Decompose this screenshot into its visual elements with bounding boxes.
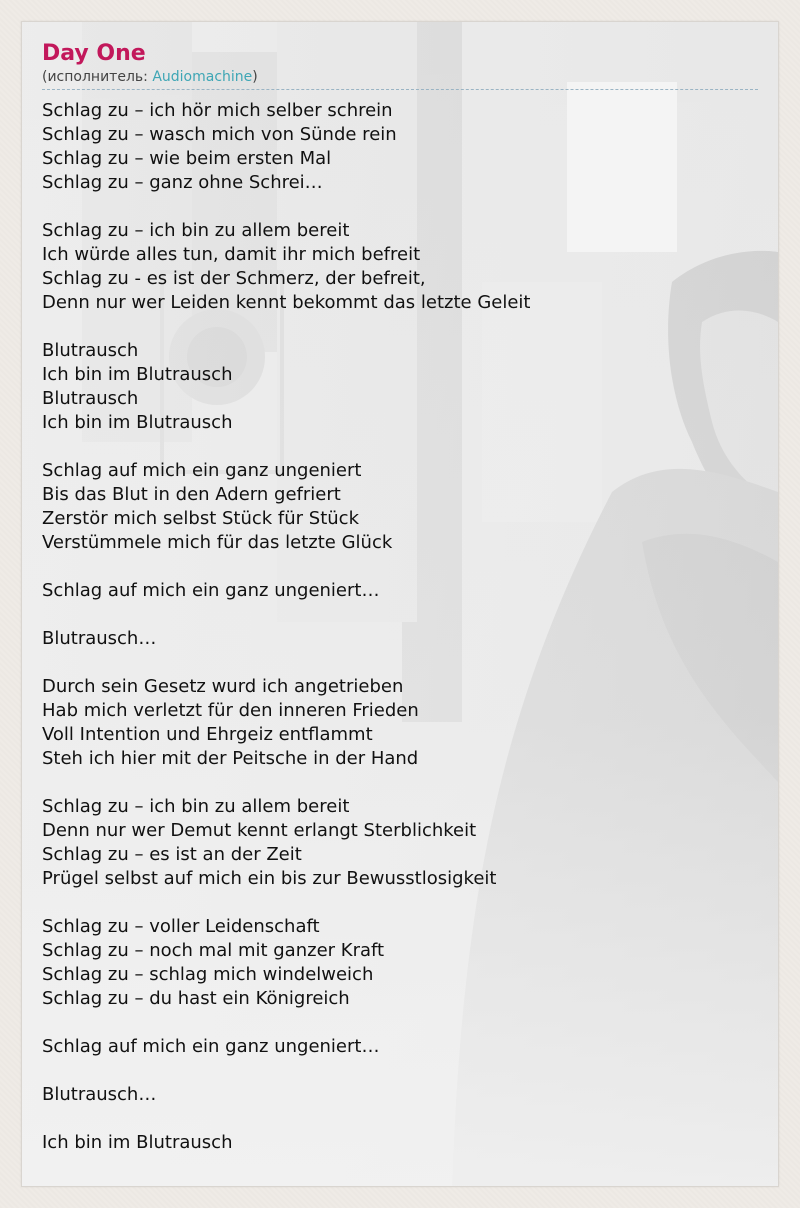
lyric-line: Ich bin im Blutrausch <box>42 1132 233 1153</box>
lyric-line: Schlag zu – ich hör mich selber schrein <box>42 100 393 121</box>
lyric-line: Schlag zu - es ist der Schmerz, der befreit, <box>42 268 426 289</box>
lyric-line: Schlag zu – schlag mich windelweich <box>42 964 374 985</box>
lyric-line: Schlag zu – wasch mich von Sünde rein <box>42 124 397 145</box>
lyric-line <box>42 435 758 459</box>
lyric-line: Verstümmele mich für das letzte Glück <box>42 532 393 553</box>
lyric-line: Schlag zu – ganz ohne Schrei… <box>42 172 323 193</box>
lyric-line <box>42 1011 758 1035</box>
lyric-line: Schlag zu – voller Leidenschaft <box>42 916 320 937</box>
lyric-line: Steh ich hier mit der Peitsche in der Hand <box>42 748 419 769</box>
lyric-line <box>42 1107 758 1131</box>
lyric-line: Durch sein Gesetz wurd ich angetrieben <box>42 676 404 697</box>
lyric-line <box>42 1059 758 1083</box>
lyric-line <box>42 651 758 675</box>
lyric-line: Blutrausch… <box>42 1084 157 1105</box>
lyric-line: Schlag zu – wie beim ersten Mal <box>42 148 332 169</box>
lyric-line: Ich bin im Blutrausch <box>42 364 233 385</box>
lyric-line: Ich würde alles tun, damit ihr mich befreit <box>42 244 421 265</box>
performer-link[interactable]: Audiomachine <box>152 69 253 85</box>
song-content <box>42 40 758 1155</box>
lyric-line <box>42 891 758 915</box>
lyrics-body <box>42 99 758 1155</box>
lyric-line: Denn nur wer Demut kennt erlangt Sterblichkeit <box>42 820 477 841</box>
performer-prefix: (исполнитель: <box>42 69 153 85</box>
lyric-line: Voll Intention und Ehrgeiz entflammt <box>42 724 373 745</box>
lyric-line: Prügel selbst auf mich ein bis zur Bewusstlosigkeit <box>42 868 497 889</box>
lyric-line: Ich bin im Blutrausch <box>42 412 233 433</box>
lyric-line: Denn nur wer Leiden kennt bekommt das letzte Geleit <box>42 292 531 313</box>
performer-suffix: ) <box>252 69 258 85</box>
title-divider <box>42 89 758 90</box>
lyric-line <box>42 195 758 219</box>
lyrics-card <box>21 21 779 1187</box>
lyric-line: Schlag zu – ich bin zu allem bereit <box>42 796 350 817</box>
lyric-line: Schlag zu – ich bin zu allem bereit <box>42 220 350 241</box>
lyric-line <box>42 771 758 795</box>
lyric-line: Blutrausch <box>42 388 139 409</box>
lyric-line: Schlag auf mich ein ganz ungeniert… <box>42 1036 380 1057</box>
lyric-line <box>42 555 758 579</box>
lyric-line: Hab mich verletzt für den inneren Frieden <box>42 700 419 721</box>
lyric-line <box>42 315 758 339</box>
lyric-line: Blutrausch… <box>42 628 157 649</box>
lyric-line: Blutrausch <box>42 340 139 361</box>
lyric-line: Bis das Blut in den Adern gefriert <box>42 484 341 505</box>
lyric-line <box>42 603 758 627</box>
lyric-line: Schlag zu – du hast ein Königreich <box>42 988 350 1009</box>
performer-line <box>42 68 758 86</box>
lyric-line: Zerstör mich selbst Stück für Stück <box>42 508 359 529</box>
lyric-line: Schlag auf mich ein ganz ungeniert… <box>42 580 380 601</box>
song-title: Day One <box>42 41 146 66</box>
lyric-line: Schlag zu – noch mal mit ganzer Kraft <box>42 940 385 961</box>
lyric-line: Schlag auf mich ein ganz ungeniert <box>42 460 362 481</box>
lyric-line: Schlag zu – es ist an der Zeit <box>42 844 302 865</box>
